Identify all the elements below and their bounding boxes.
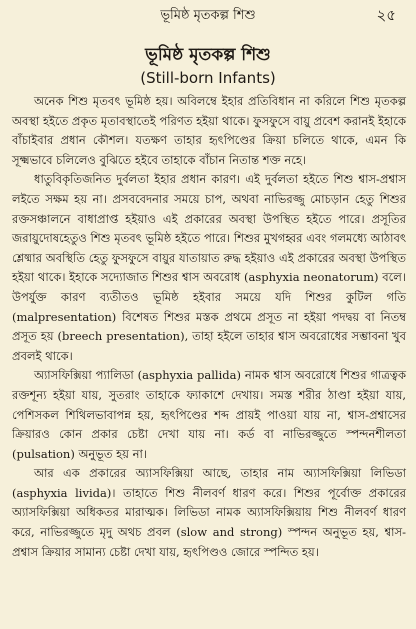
paragraph: অনেক শিশু মৃতবৎ ভূমিষ্ঠ হয়। অবিলম্বে ইহার প্রতিবিধান না করিলে শিশু মৃতকল্প অবস্থা হইতে প্রকৃত মৃতাবস্থাতেই পরিণত হইয়া থাকে। ফুসফুসে বায়ু প্রবেশ করানই ইহাকে বাঁচাইবার প্রধান কৌশল। যতক্ষণ তাহার হৃৎপিণ্ডের ক্রিয়া চলিতে থাকে, এমন কি সূক্ষ্মভাবে চলিলেও বুঝিতে হইবে তাহাকে বাঁচান নিতান্ত শক্ত নহে। <box>12 94 406 167</box>
body-text <box>12 92 406 562</box>
running-title: ভূমিষ্ঠ মৃতকল্প শিশু <box>160 8 256 23</box>
paragraph: অ্যাসফিক্সিয়া প্যালিডা (asphyxia pallida) নামক শ্বাস অবরোধে শিশুর গাত্রত্বক রক্তশূন্য হইয়া যায়, সুতরাং তাহাকে ফ্যাকাশে দেখায়। সমস্ত শরীর ঠাণ্ডা হইয়া যায়, পেশিসকল শিথিলভাবাপন্ন হয়, হৃৎপিণ্ডের শব্দ প্রায়ই পাওয়া যায় না, শ্বাস-প্রশ্বাসের ক্রিয়ারও কোন প্রকার চেষ্টা দেখা যায় না। কর্ড বা নাভিরজ্জুতে স্পন্দনশীলতা (pulsation) অনুভূত হয় না। <box>12 368 406 461</box>
chapter-title: ভূমিষ্ঠ মৃতকল্প শিশু <box>145 45 271 65</box>
page-number: ২৫ <box>376 6 396 24</box>
paragraph: আর এক প্রকারের অ্যাসফিক্সিয়া আছে, তাহার নাম অ্যাসফিক্সিয়া লিভিডা (asphyxia livida)। তাহাতে শিশু নীলবর্ণ ধারণ করে। শিশুর পূর্বোক্ত প্রকারের অ্যাসফিক্সিয়া অধিকতর মারাত্মক। লিভিডা নামক অ্যাসফিক্সিয়ায় শিশু নীলবর্ণ ধারণ করে, নাভিরজ্জুতে মৃদু অথচ প্রবল (slow and strong) স্পন্দন অনুভূত হয়, শ্বাস-প্রশ্বাস ক্রিয়ার সামান্য চেষ্টা দেখা যায়, হৃৎপিণ্ডও জোরে স্পন্দিত হয়। <box>12 466 406 559</box>
chapter-subtitle: (Still-born Infants) <box>140 69 276 87</box>
chapter-title-block <box>0 44 416 88</box>
paragraph: ধাতুবিকৃতিজনিত দুর্বলতা ইহার প্রধান কারণ। এই দুর্বলতা হইতে শিশু শ্বাস-প্রশ্বাস লইতে সক্ষম হয় না। প্রসববেদনার সময়ে চাপ, অথবা নাভিরজ্জু মোচড়ান হেতু শিশুর রক্তসঞ্চালনে বাধাপ্রাপ্ত হইয়াও এই প্রকারের অবস্থা উপস্থিত হইতে পারে। প্রসূতির জরায়ুদোষহেতুও শিশু মৃতবৎ ভূমিষ্ঠ হইতে পারে। শিশুর মুখগহ্বর এবং গলমধ্যে আঠাবৎ শ্লেষ্মার অবস্থিতি হেতু ফুসফুসে বায়ুর যাতায়াত রুদ্ধ হইয়াও এই প্রকারের অবস্থা উপস্থিত হইয়া থাকে। ইহাকে সদ্যোজাত শিশুর শ্বাস অবরোধ (asphyxia neonatorum) বলে। উপর্যুক্ত কারণ ব্যতীতও ভূমিষ্ঠ হইবার সময়ে যদি শিশুর কুটিল গতি (malpresentation) বিশেষত শিশুর মস্তক প্রথমে প্রসূত না হইয়া পদদ্বয় বা নিতম্ব প্রসূত হয় (breech presentation), তাহা হইলে তাহার শ্বাস অবরোধের সম্ভাবনা খুব প্রবলই থাকে। <box>12 172 406 363</box>
running-header <box>0 4 416 30</box>
